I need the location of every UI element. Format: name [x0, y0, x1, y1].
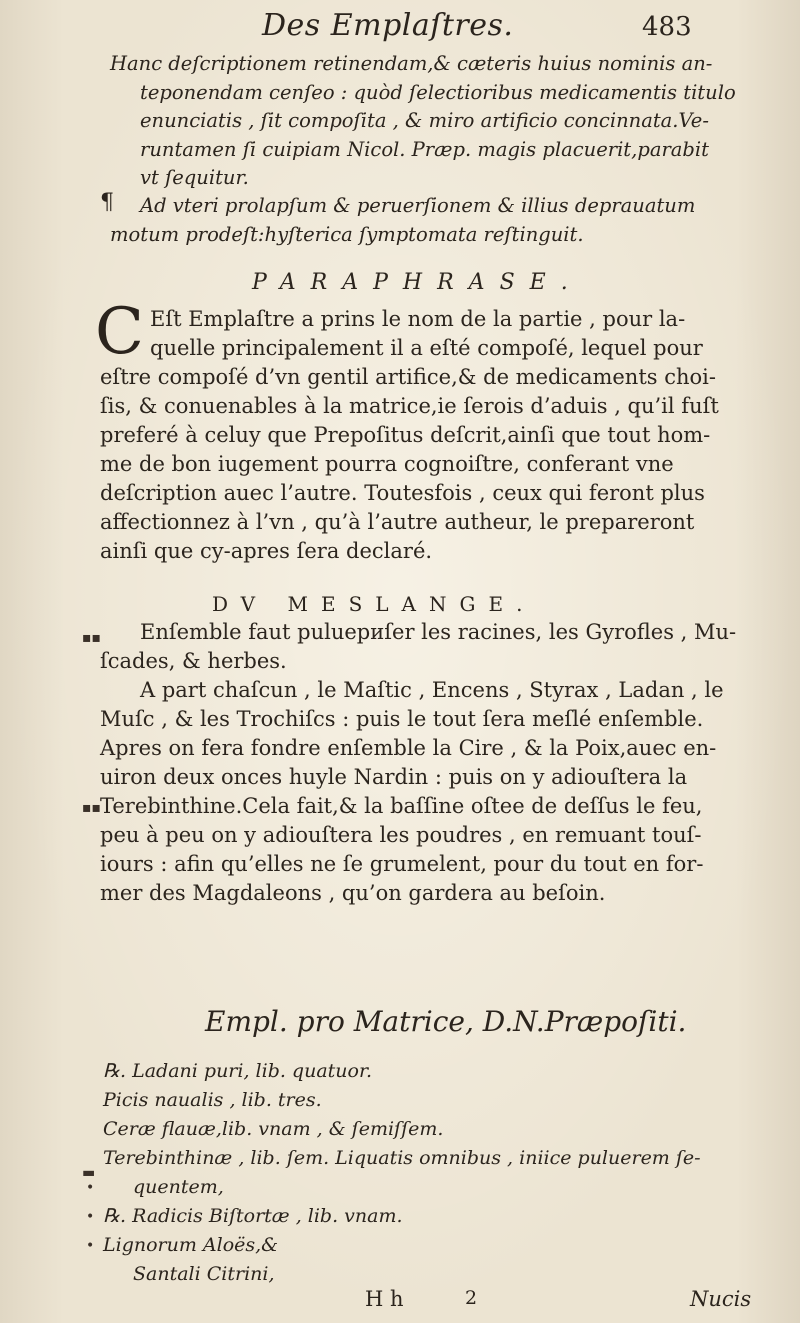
paraphrase-heading: PARAPHRASE. [252, 270, 583, 295]
text-line: ainſi que cy-apres ſera declaré. [100, 539, 433, 563]
recipe-line: quentem, [133, 1176, 224, 1198]
text-line: enunciatis , ſit compoſita , & miro artificio concinnata.Ve- [140, 109, 709, 132]
signature-number: 2 [465, 1287, 478, 1309]
text-line: affectionnez à l’vn , qu’à l’autre autheur, le prepareront [100, 510, 695, 534]
pilcrow-mark: ¶ [100, 190, 114, 215]
running-title: Des Emplaſtres. [262, 8, 514, 43]
text-line: quelle principalement il a eſté compoſé, lequel pour [150, 336, 703, 360]
recipe-line: Terebinthinæ , lib. ſem. Liquatis omnibus , iniice puluerem ſe- [103, 1147, 701, 1169]
text-line: Terebinthine.Cela fait,& la baſſine oſtee de deſſus le feu, [100, 794, 703, 818]
text-line: runtamen ſi cuipiam Nicol. Præp. magis placuerit,parabit [140, 137, 709, 161]
text-line: Ad vteri prolapſum & peruerſionem & illius deprauatum [140, 194, 696, 217]
recipe-line: Picis naualis , lib. tres. [103, 1089, 322, 1111]
text-line: me de bon iugement pourra cognoiſtre, conferant vne [100, 452, 674, 476]
text-line: Apres on fera fondre enſemble la Cire , & la Poix,auec en- [100, 736, 717, 760]
melange-heading: DV MESLANGE. [212, 592, 536, 616]
text-line: iours : afin qu’elles ne ſe grumelent, pour du tout en for- [100, 852, 704, 876]
signature-mark: H h [365, 1287, 404, 1311]
melange-paragraph [100, 618, 736, 908]
margin-mark-icon: ▬ [82, 1165, 96, 1181]
text-line: mer des Magdaleons , qu’on gardera au beſoin. [100, 881, 606, 905]
paraphrase-paragraph [95, 295, 780, 566]
text-line: vt ſequitur. [140, 166, 249, 189]
text-line: uiron deux onces huyle Nardin : puis on y adiouſtera la [100, 765, 688, 789]
catchword: Nucis [690, 1287, 752, 1311]
page-number: 483 [642, 12, 692, 42]
text-line: eſtre compoſé d’vn gentil artifice,& de medicaments choi- [100, 365, 716, 389]
text-line: ſcades, & herbes. [100, 649, 287, 673]
text-line: Muſc , & les Trochiſcs : puis le tout ſera meſlé enſemble. [100, 707, 704, 731]
latin-note [110, 192, 695, 249]
recipe-line: Santali Citrini, [133, 1263, 275, 1285]
recipe-line: Lignorum Aloës,& [103, 1234, 279, 1256]
drop-cap: C [95, 295, 144, 369]
text-line: peu à peu on y adiouſtera les poudres , en remuant touſ- [100, 823, 702, 847]
text-line: deſcription auec l’autre. Toutesfois , ceux qui feront plus [100, 481, 705, 505]
text-line: motum prodeſt:hyſterica ſymptomata reſtinguit. [110, 222, 584, 246]
margin-mark-icon: ▪▪ [82, 800, 101, 816]
text-line: A part chaſcun , le Maſtic , Encens , Styrax , Ladan , le [140, 678, 724, 702]
margin-mark-icon: • [86, 1238, 95, 1254]
text-line: Eſt Emplaſtre a prins le nom de la partie , pour la- [150, 307, 686, 331]
margin-mark-icon: ▪▪ [82, 630, 101, 646]
text-line: teponendam cenſeo : quòd ſelectioribus medicamentis titulo [140, 80, 736, 104]
text-line: ſis, & conuenables à la matrice,ie ſerois d’aduis , qu’il fuſt [100, 394, 719, 418]
text-line: Enſemble faut puluериſer les racines, les Gyrofles , Mu- [140, 620, 737, 644]
latin-paragraph [110, 50, 736, 193]
margin-mark-icon: • [86, 1180, 95, 1196]
text-line: Hanc deſcriptionem retinendam,& cæteris huius nominis an- [110, 52, 713, 75]
recipe-heading: Empl. pro Matrice, D.N.Præpoſiti. [205, 1005, 687, 1038]
recipe-line: Ceræ flauæ,lib. vnam , & ſemiſſem. [103, 1118, 444, 1140]
recipe-list [103, 1057, 701, 1289]
margin-mark-icon: • [86, 1209, 95, 1225]
recipe-line: ℞. Radicis Biſtortæ , lib. vnam. [103, 1205, 403, 1227]
text-line: preferé à celuy que Prepoſitus deſcrit,ainſi que tout hom- [100, 423, 711, 447]
recipe-line: ℞. Ladani puri, lib. quatuor. [103, 1060, 373, 1082]
